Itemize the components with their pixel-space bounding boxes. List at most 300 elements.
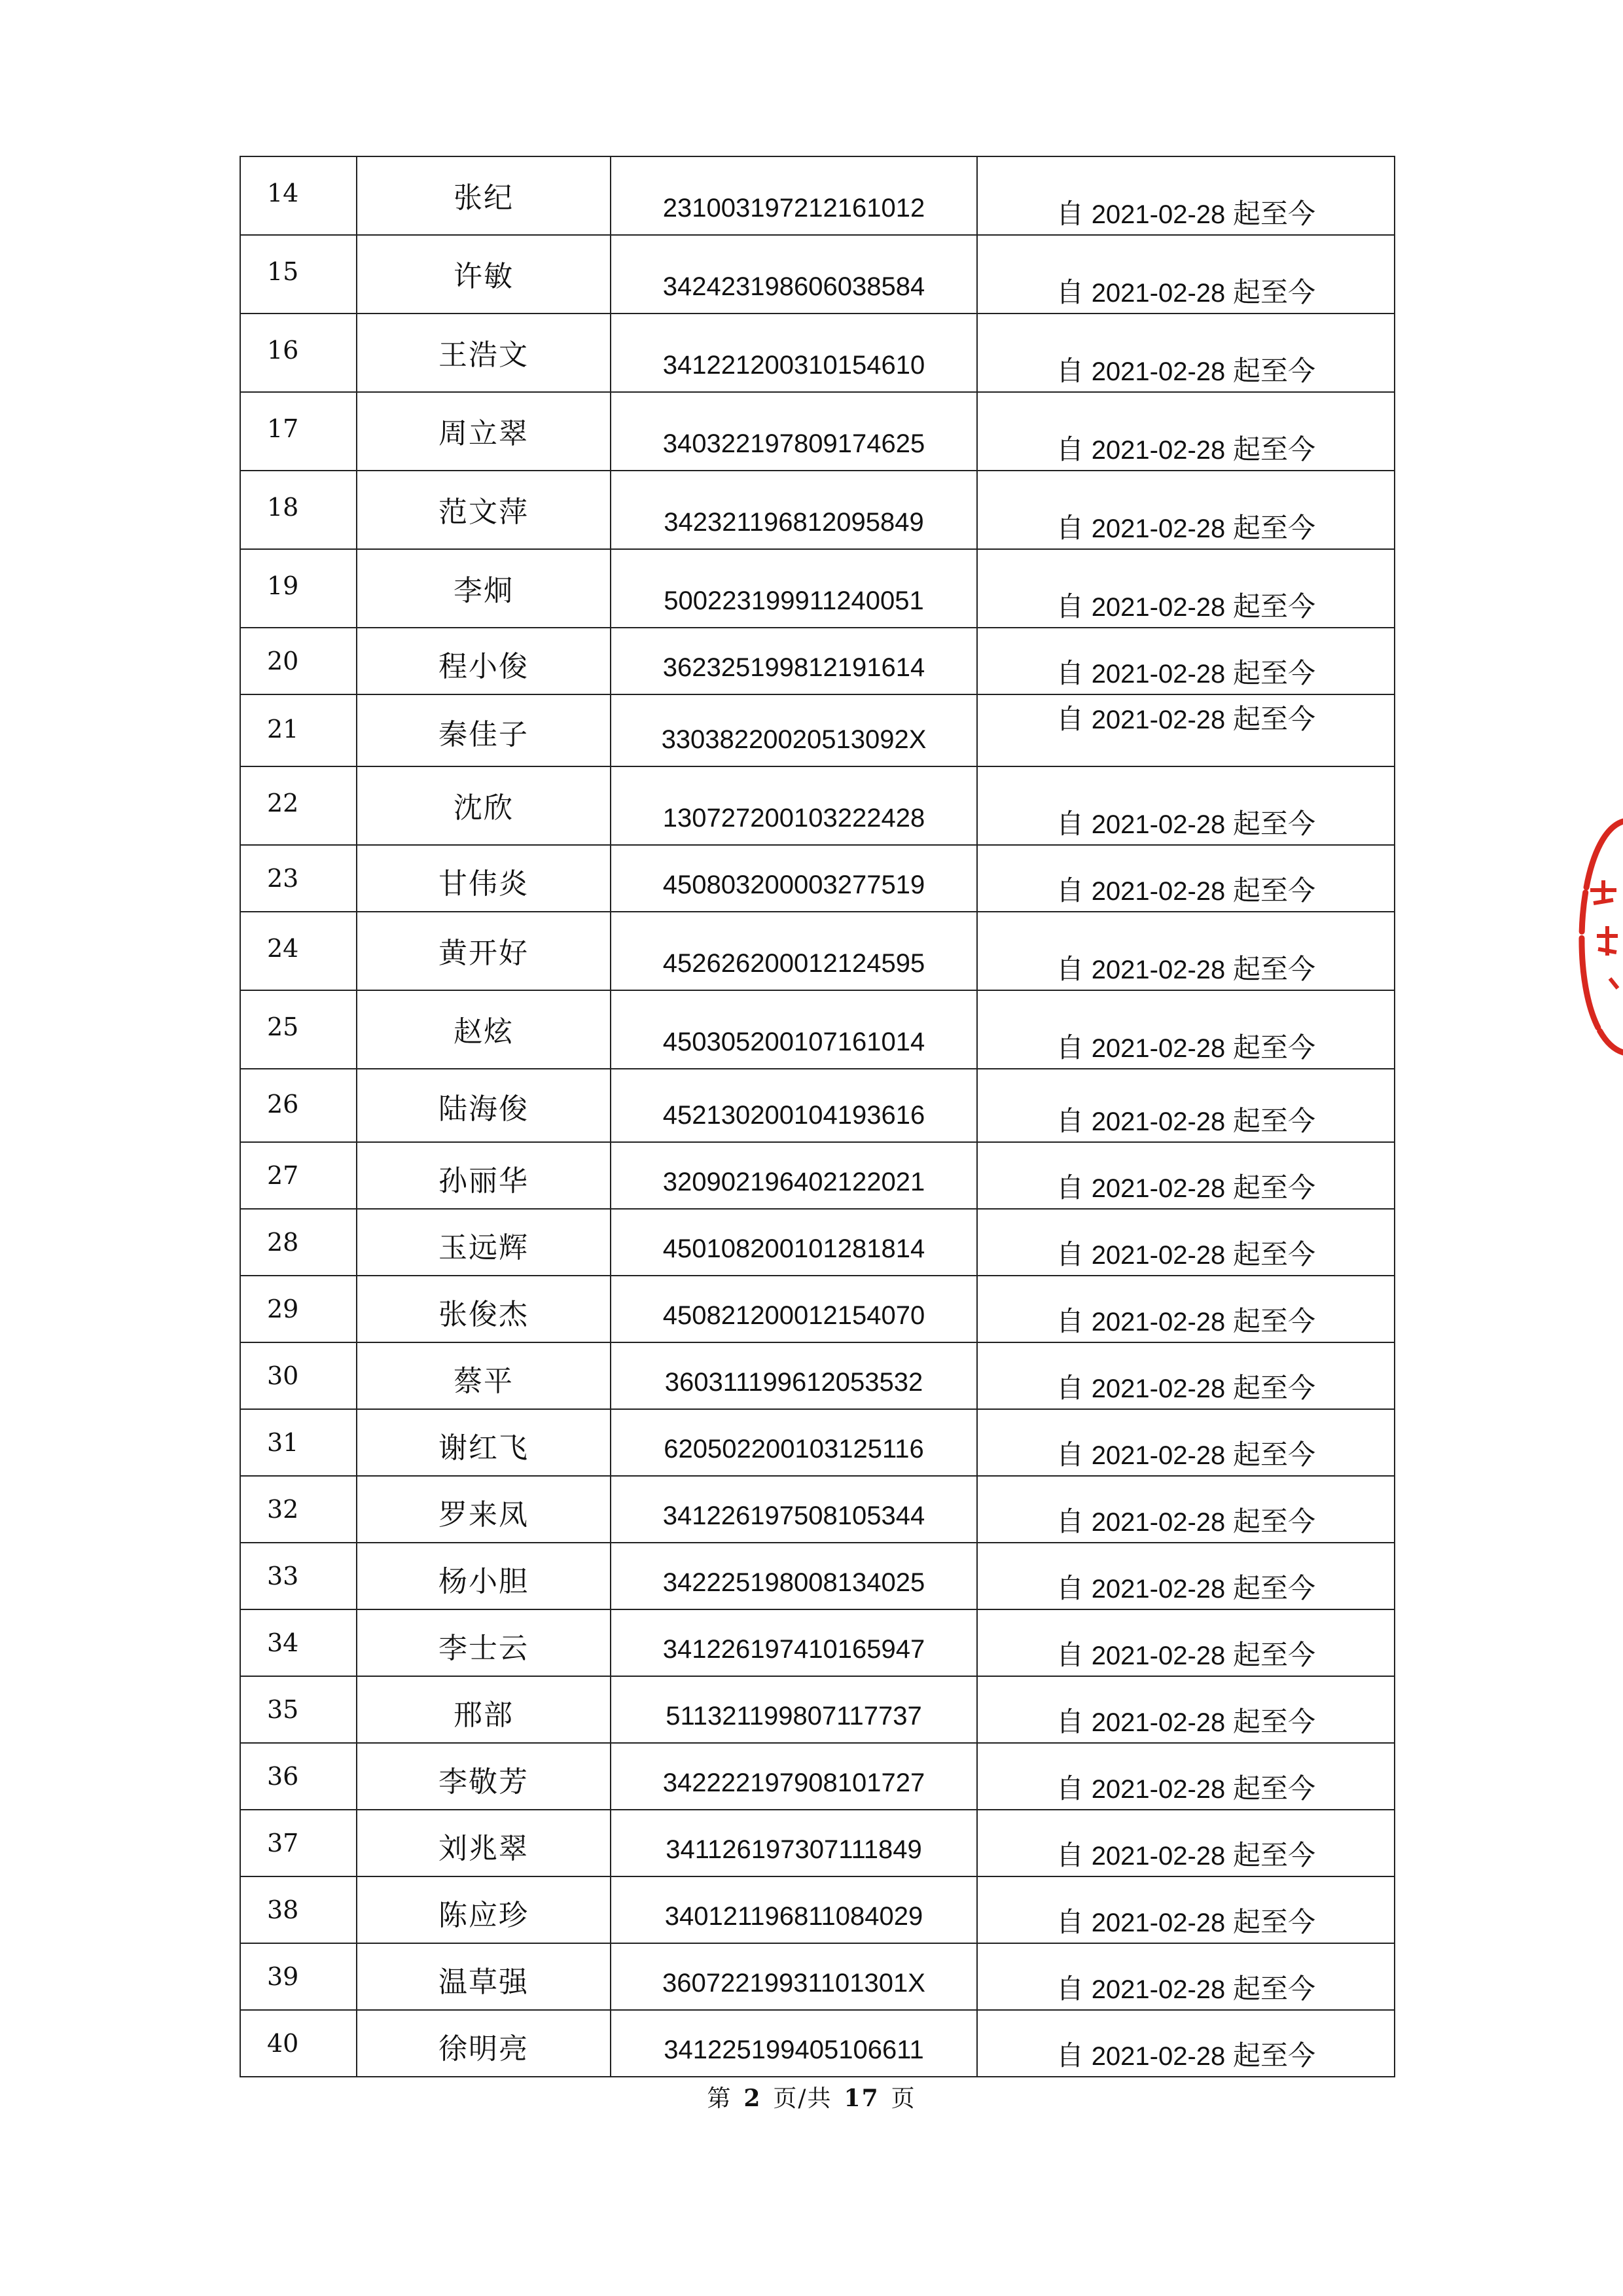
id-cell [611,1810,977,1876]
id-cell [611,628,977,694]
row-number: 20 [267,647,299,675]
start-date: 2021-02-28 [1091,1107,1226,1136]
period-suffix: 起至今 [1232,1506,1315,1537]
period-suffix: 起至今 [1232,512,1315,543]
id-number: 450108200101281814 [662,1234,925,1263]
period-cell [977,235,1395,314]
period-cell [977,766,1395,845]
id-number: 511321199807117737 [666,1702,922,1731]
person-name: 许敏 [454,260,514,293]
table-row [240,1069,1395,1142]
id-cell [611,990,977,1069]
table-row [240,156,1395,235]
period-suffix: 起至今 [1232,875,1315,906]
id-number: 342321196812095849 [664,508,924,537]
id-number: 342225198008134025 [662,1568,925,1597]
id-cell [611,156,977,235]
id-number: 341126197307111849 [666,1835,922,1864]
person-name: 程小俊 [438,650,529,683]
period-prefix: 自 [1056,954,1084,984]
period-suffix: 起至今 [1232,808,1315,839]
index-cell [240,1676,357,1743]
period-suffix: 起至今 [1232,2040,1315,2071]
name-cell [357,314,611,392]
row-number: 37 [267,1829,299,1857]
start-date: 2021-02-28 [1091,1508,1226,1537]
index-cell [240,1342,357,1409]
period-cell [977,1743,1395,1810]
start-date: 2021-02-28 [1091,1174,1226,1203]
table-row [240,1743,1395,1810]
id-cell [611,912,977,990]
table-row [240,1142,1395,1209]
person-name: 陈应珍 [438,1899,529,1932]
row-number: 31 [267,1428,299,1457]
name-cell [357,694,611,766]
employment-period [978,802,1394,842]
id-number: 362325199812191614 [662,653,925,682]
index-cell [240,1409,357,1476]
period-cell [977,1543,1395,1609]
employment-period [978,1233,1394,1272]
row-number: 36 [267,1762,299,1791]
id-number: 340322197809174625 [662,429,925,458]
name-cell [357,1409,611,1476]
period-suffix: 起至今 [1232,355,1315,386]
employment-period [978,192,1394,232]
employment-period [978,585,1394,624]
id-number: 620502200103125116 [664,1435,924,1463]
index-cell [240,1876,357,1943]
index-cell [240,314,357,392]
period-suffix: 起至今 [1232,1773,1315,1804]
employment-period [978,1901,1394,1940]
name-cell [357,471,611,549]
index-cell [240,235,357,314]
row-number: 35 [267,1695,299,1724]
id-cell [611,314,977,392]
period-cell [977,1409,1395,1476]
period-suffix: 起至今 [1232,591,1315,622]
table-row [240,694,1395,766]
row-number: 26 [267,1090,299,1119]
period-cell [977,1276,1395,1342]
start-date: 2021-02-28 [1091,436,1226,465]
start-date: 2021-02-28 [1091,956,1226,984]
start-date: 2021-02-28 [1091,1374,1226,1403]
start-date: 2021-02-28 [1091,279,1226,308]
id-cell [611,694,977,766]
id-number: 500223199911240051 [664,586,924,615]
start-date: 2021-02-28 [1091,593,1226,622]
table-row [240,235,1395,314]
id-cell [611,1609,977,1676]
period-cell [977,1943,1395,2010]
person-name: 刘兆翠 [438,1832,529,1865]
total-page-number: 17 [844,2085,880,2112]
person-name: 范文萍 [438,495,529,529]
person-name: 秦佳子 [438,718,529,751]
person-name: 黄开好 [438,937,529,970]
employment-period [978,948,1394,987]
id-number: 36072219931101301X [662,1969,925,1998]
index-cell [240,845,357,912]
period-cell [977,1876,1395,1943]
table-row [240,314,1395,392]
employment-period [978,1026,1394,1066]
person-name: 甘伟炎 [438,867,529,901]
id-number: 341221200310154610 [662,351,925,380]
person-name: 蔡平 [454,1365,514,1398]
period-cell [977,1810,1395,1876]
start-date: 2021-02-28 [1091,1909,1226,1937]
start-date: 2021-02-28 [1091,1034,1226,1063]
table-row [240,1876,1395,1943]
row-number: 22 [267,789,299,817]
name-cell [357,1943,611,2010]
start-date: 2021-02-28 [1091,1308,1226,1336]
period-suffix: 起至今 [1232,1706,1315,1737]
row-number: 40 [267,2029,299,2058]
id-cell [611,471,977,549]
period-prefix: 自 [1056,1706,1084,1737]
employment-period [978,869,1394,908]
id-cell [611,392,977,471]
row-number: 34 [267,1628,299,1657]
employment-period [978,271,1394,310]
period-cell [977,1476,1395,1543]
id-number: 33038220020513092X [661,725,927,754]
index-cell [240,1810,357,1876]
period-prefix: 自 [1056,1506,1084,1537]
employment-period [978,1834,1394,1873]
id-cell [611,1342,977,1409]
row-number: 24 [267,934,299,963]
table-row [240,1609,1395,1676]
person-name: 玉远辉 [438,1231,529,1265]
period-cell [977,156,1395,235]
row-number: 29 [267,1295,299,1323]
period-prefix: 自 [1056,355,1084,386]
start-date: 2021-02-28 [1091,1241,1226,1270]
index-cell [240,1476,357,1543]
id-number: 450821200012154070 [662,1301,925,1330]
index-cell [240,1069,357,1142]
table-row [240,1276,1395,1342]
id-cell [611,235,977,314]
index-cell [240,471,357,549]
row-number: 15 [267,257,299,286]
id-cell [611,845,977,912]
person-name: 罗来凤 [438,1498,529,1532]
employment-period [978,652,1394,691]
index-cell [240,912,357,990]
table-row [240,1342,1395,1409]
period-cell [977,1142,1395,1209]
period-suffix: 起至今 [1232,1032,1315,1063]
page-footer [0,2080,1623,2113]
person-name: 张纪 [454,181,514,215]
start-date: 2021-02-28 [1091,1842,1226,1871]
start-date: 2021-02-28 [1091,514,1226,543]
index-cell [240,694,357,766]
id-cell [611,1142,977,1209]
id-number: 341225199405106611 [664,2036,924,2064]
id-number: 231003197212161012 [662,194,925,223]
id-cell [611,1476,977,1543]
start-date: 2021-02-28 [1091,1775,1226,1804]
id-number: 130727200103222428 [662,804,925,833]
table-row [240,1476,1395,1543]
start-date: 2021-02-28 [1091,1708,1226,1737]
table-row [240,549,1395,628]
table-row [240,1943,1395,2010]
period-prefix: 自 [1056,1439,1084,1470]
period-prefix: 自 [1056,277,1084,308]
official-seal-stamp [1571,812,1623,1060]
index-cell [240,1543,357,1609]
index-cell [240,1609,357,1676]
id-number: 450305200107161014 [662,1028,925,1056]
employment-period [978,1767,1394,1806]
employment-period [978,1100,1394,1139]
table-row [240,845,1395,912]
id-number: 341226197508105344 [662,1501,925,1530]
id-cell [611,1543,977,1609]
id-cell [611,1069,977,1142]
row-number: 17 [267,414,299,443]
person-name: 张俊杰 [438,1298,529,1331]
index-cell [240,156,357,235]
id-number: 342222197908101727 [662,1768,925,1797]
person-name: 李士云 [438,1632,529,1665]
person-name: 邢部 [454,1698,514,1732]
employment-period [978,1433,1394,1473]
name-cell [357,1676,611,1743]
id-number: 452130200104193616 [662,1101,925,1130]
employment-period [978,1300,1394,1339]
name-cell [357,628,611,694]
row-number: 39 [267,1962,299,1991]
period-cell [977,2010,1395,2077]
table-row [240,766,1395,845]
row-number: 18 [267,493,299,522]
start-date: 2021-02-28 [1091,357,1226,386]
row-number: 25 [267,1013,299,1041]
period-cell [977,392,1395,471]
period-prefix: 自 [1056,1372,1084,1403]
employment-period [978,428,1394,467]
period-cell [977,471,1395,549]
period-suffix: 起至今 [1232,1372,1315,1403]
period-suffix: 起至今 [1232,1907,1315,1937]
person-name: 谢红飞 [438,1431,529,1465]
period-suffix: 起至今 [1232,277,1315,308]
period-cell [977,1676,1395,1743]
table-row [240,1409,1395,1476]
person-name: 温草强 [438,1965,529,1999]
person-name: 李炯 [454,574,514,607]
name-cell [357,845,611,912]
period-cell [977,628,1395,694]
period-cell [977,1209,1395,1276]
period-suffix: 起至今 [1232,954,1315,984]
start-date: 2021-02-28 [1091,810,1226,839]
period-prefix: 自 [1056,1973,1084,2004]
id-number: 341226197410165947 [662,1635,925,1664]
row-number: 23 [267,864,299,893]
index-cell [240,1209,357,1276]
employment-period [978,2034,1394,2073]
person-name: 王浩文 [438,338,529,372]
index-cell [240,2010,357,2077]
index-cell [240,1142,357,1209]
name-cell [357,549,611,628]
index-cell [240,1743,357,1810]
table-row [240,1209,1395,1276]
period-cell [977,845,1395,912]
period-prefix: 自 [1056,591,1084,622]
period-suffix: 起至今 [1232,1840,1315,1871]
employment-period [978,1700,1394,1740]
period-suffix: 起至今 [1232,658,1315,689]
id-cell [611,766,977,845]
employment-period [978,1634,1394,1673]
employment-period [978,1166,1394,1206]
person-name: 李敬芳 [438,1765,529,1799]
index-cell [240,628,357,694]
id-cell [611,1876,977,1943]
period-prefix: 自 [1056,434,1084,465]
period-suffix: 起至今 [1232,1973,1315,2004]
id-cell [611,549,977,628]
name-cell [357,392,611,471]
name-cell [357,235,611,314]
start-date: 2021-02-28 [1091,706,1226,734]
employment-period [978,1967,1394,2007]
row-number: 19 [267,571,299,600]
index-cell [240,990,357,1069]
table-row [240,1543,1395,1609]
period-prefix: 自 [1056,2040,1084,2071]
name-cell [357,2010,611,2077]
row-number: 21 [267,715,299,744]
row-number: 27 [267,1161,299,1190]
name-cell [357,990,611,1069]
period-prefix: 自 [1056,875,1084,906]
index-cell [240,549,357,628]
id-number: 452626200012124595 [662,949,925,978]
period-prefix: 自 [1056,1105,1084,1136]
name-cell [357,1609,611,1676]
name-cell [357,766,611,845]
period-suffix: 起至今 [1232,1172,1315,1203]
person-name: 孙丽华 [438,1164,529,1198]
id-cell [611,1943,977,2010]
id-cell [611,1276,977,1342]
employment-period [978,1367,1394,1406]
period-cell [977,1609,1395,1676]
period-prefix: 自 [1056,704,1084,734]
period-prefix: 自 [1056,1573,1084,1604]
footer-middle: 页/共 [773,2085,832,2112]
row-number: 30 [267,1361,299,1390]
id-cell [611,1743,977,1810]
row-number: 16 [267,336,299,365]
row-number: 38 [267,1895,299,1924]
id-cell [611,2010,977,2077]
period-cell [977,694,1395,766]
table-row [240,990,1395,1069]
start-date: 2021-02-28 [1091,660,1226,689]
index-cell [240,1276,357,1342]
period-suffix: 起至今 [1232,704,1315,734]
period-prefix: 自 [1056,1840,1084,1871]
name-cell [357,1543,611,1609]
period-suffix: 起至今 [1232,198,1315,229]
start-date: 2021-02-28 [1091,1641,1226,1670]
period-prefix: 自 [1056,1032,1084,1063]
period-prefix: 自 [1056,198,1084,229]
employment-period [978,1500,1394,1539]
id-number: 342423198606038584 [662,272,925,301]
period-suffix: 起至今 [1232,434,1315,465]
start-date: 2021-02-28 [1091,200,1226,229]
row-number: 33 [267,1562,299,1590]
period-suffix: 起至今 [1232,1640,1315,1670]
name-cell [357,1743,611,1810]
table-row [240,628,1395,694]
period-cell [977,1342,1395,1409]
current-page-number: 2 [743,2085,762,2112]
employment-period [978,1567,1394,1606]
person-name: 杨小胆 [438,1565,529,1598]
name-cell [357,1276,611,1342]
period-prefix: 自 [1056,1907,1084,1937]
name-cell [357,1342,611,1409]
period-prefix: 自 [1056,658,1084,689]
id-number: 360311199612053532 [664,1368,923,1397]
name-cell [357,1810,611,1876]
id-number: 340121196811084029 [664,1902,923,1931]
period-prefix: 自 [1056,808,1084,839]
period-prefix: 自 [1056,1306,1084,1336]
period-suffix: 起至今 [1232,1239,1315,1270]
employment-period [978,350,1394,389]
name-cell [357,1876,611,1943]
id-cell [611,1209,977,1276]
name-cell [357,1069,611,1142]
period-suffix: 起至今 [1232,1105,1315,1136]
id-number: 450803200003277519 [662,870,925,899]
period-cell [977,990,1395,1069]
start-date: 2021-02-28 [1091,1975,1226,2004]
start-date: 2021-02-28 [1091,2042,1226,2071]
period-cell [977,314,1395,392]
person-name: 周立翠 [438,417,529,450]
period-prefix: 自 [1056,1773,1084,1804]
name-cell [357,1476,611,1543]
period-suffix: 起至今 [1232,1306,1315,1336]
start-date: 2021-02-28 [1091,877,1226,906]
footer-prefix: 第 [707,2085,732,2112]
period-cell [977,1069,1395,1142]
footer-suffix: 页 [891,2085,916,2112]
personnel-table [240,156,1395,2077]
table-row [240,1810,1395,1876]
period-prefix: 自 [1056,1239,1084,1270]
table-row [240,912,1395,990]
